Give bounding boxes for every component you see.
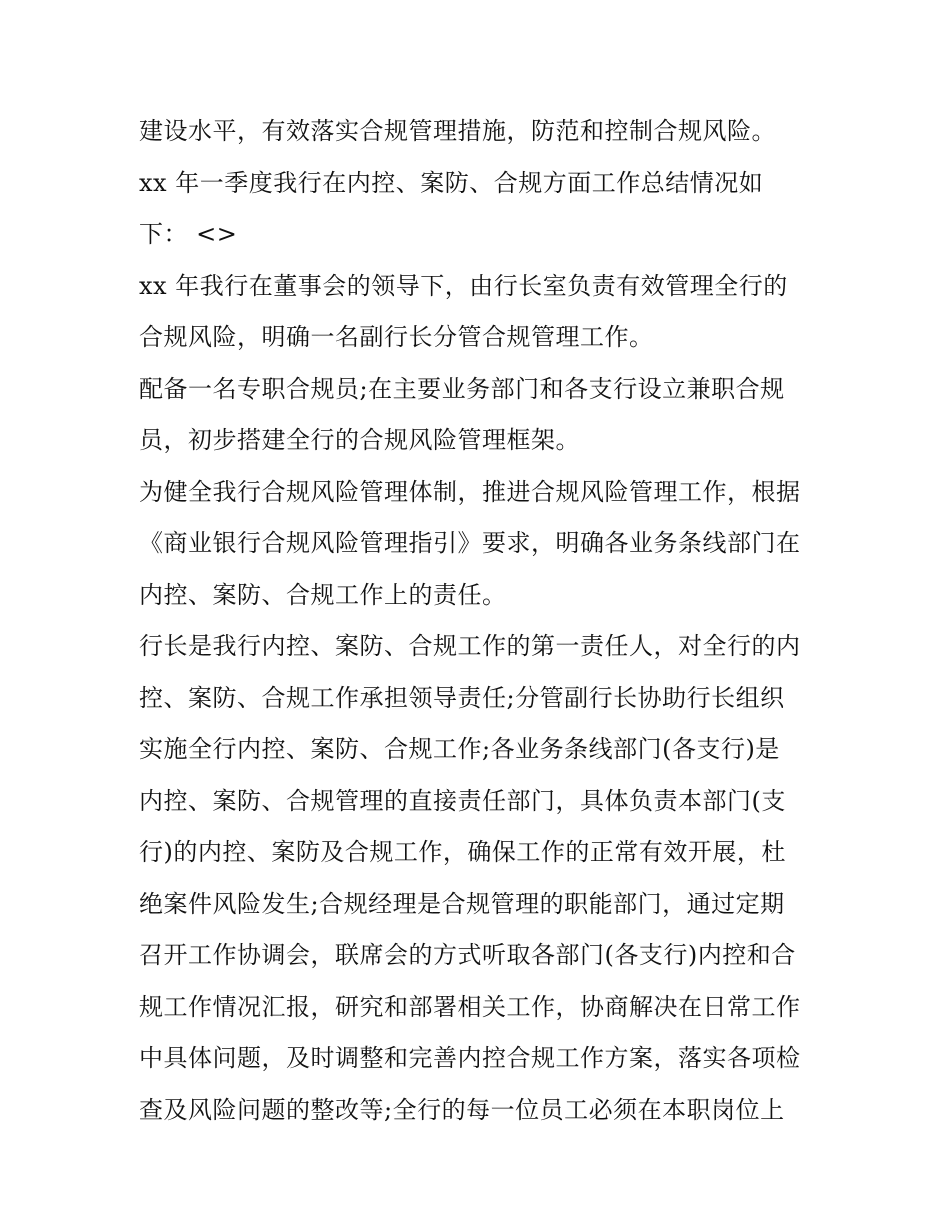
text-line: 规工作情况汇报，研究和部署相关工作，协商解决在日常工作	[139, 992, 801, 1021]
text-line: 《商业银行合规风险管理指引》要求，明确各业务条线部门在	[139, 529, 801, 557]
text-line: xx 年我行在董事会的领导下，由行长室负责有效管理全行的	[139, 271, 788, 300]
text-line: 绝案件风险发生;合规经理是合规管理的职能部门，通过定期	[139, 889, 785, 918]
text-line: 建设水平，有效落实合规管理措施，防范和控制合规风险。	[139, 117, 776, 145]
text-line: 内控、案防、合规管理的直接责任部门，具体负责本部门(支	[139, 786, 786, 815]
text-line: 实施全行内控、案防、合规工作;各业务条线部门(各支行)是	[139, 735, 780, 763]
text-line: 合规风险，明确一名副行长分管合规管理工作。	[139, 323, 654, 351]
text-line: 行长是我行内控、案防、合规工作的第一责任人，对全行的内	[139, 632, 801, 660]
text-line: 中具体问题，及时调整和完善内控合规工作方案，落实各项检	[139, 1044, 801, 1072]
text-line: 控、案防、合规工作承担领导责任;分管副行长协助行长组织	[139, 683, 785, 712]
text-line: xx 年一季度我行在内控、案防、合规方面工作总结情况如	[139, 168, 764, 197]
text-line: 内控、案防、合规工作上的责任。	[139, 580, 507, 609]
text-line: 为健全我行合规风险管理体制，推进合规风险管理工作，根据	[139, 477, 801, 506]
text-line: 行)的内控、案防及合规工作，确保工作的正常有效开展，杜	[139, 838, 786, 866]
text-line: 配备一名专职合规员;在主要业务部门和各支行设立兼职合规	[139, 374, 785, 403]
text-line: 下： <>	[139, 220, 238, 248]
text-line: 召开工作协调会，联席会的方式听取各部门(各支行)内控和合	[139, 941, 796, 969]
text-line: 查及风险问题的整改等;全行的每一位员工必须在本职岗位上	[139, 1095, 785, 1124]
text-line: 员，初步搭建全行的合规风险管理框架。	[139, 426, 580, 454]
document-body	[139, 106, 819, 1136]
